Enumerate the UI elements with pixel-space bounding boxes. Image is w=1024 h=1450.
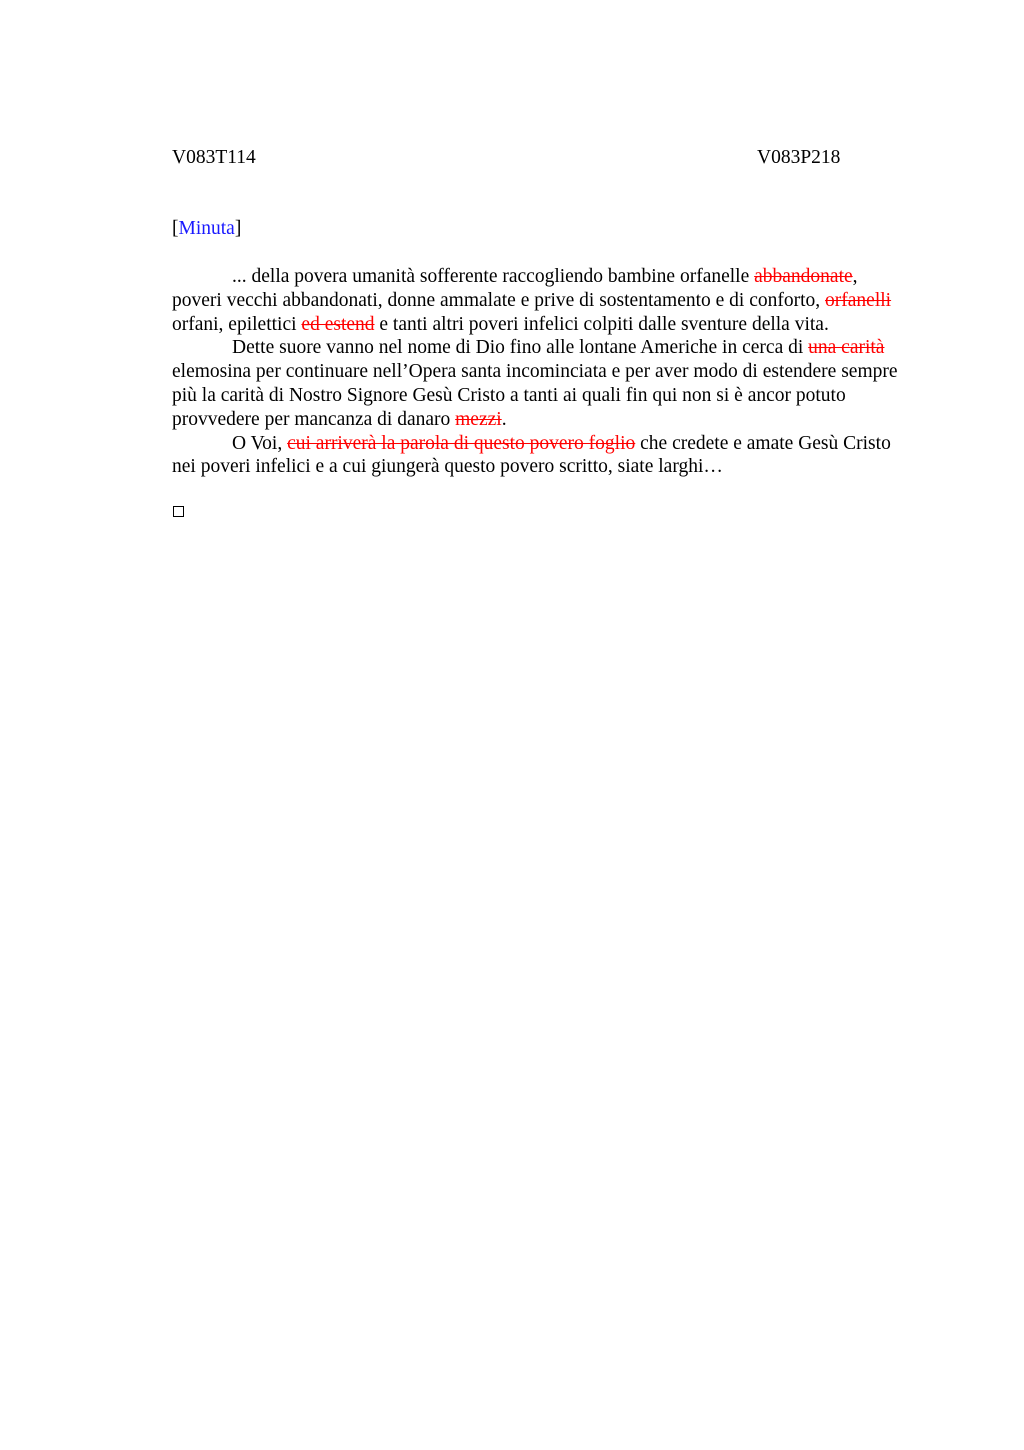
heading-open-bracket: [ [172, 218, 179, 239]
text-segment: Dette suore vanno nel nome di Dio fino alle lontane Americhe in cerca di [232, 337, 809, 359]
heading-close-bracket: ] [234, 218, 242, 239]
text-segment: ... della povera umanità sofferente raccogliendo bambine orfanelle [232, 266, 755, 287]
paragraph-2 [172, 336, 907, 431]
document-reference-right: V083P218 [757, 147, 841, 168]
section-heading [172, 217, 241, 241]
deleted-text-segment: mezzi [455, 408, 502, 430]
heading-label: Minuta [178, 218, 235, 239]
deleted-text-segment: orfanelli [825, 289, 892, 311]
deleted-text-segment: una carità [808, 337, 885, 359]
text-segment: , poveri vecchi abbandonati, donne ammalate e prive di sostentamento e di conforto, [172, 266, 858, 311]
end-marker-square-icon [173, 506, 184, 517]
text-segment: orfani, epilettici [172, 313, 302, 335]
paragraph-3 [172, 432, 907, 480]
text-segment: elemosina per continuare nell’Opera santa incominciata e per aver modo di estendere sempre più la carità di Nostro Signore Gesù Cristo a tanti ai quali fin qui non si è ancor potuto provvedere per mancanza di danaro [172, 361, 898, 430]
text-segment: . [501, 408, 507, 430]
paragraph-1 [172, 265, 907, 336]
document-reference-left: V083T114 [172, 147, 256, 168]
deleted-text-segment: cui arriverà la parola di questo povero foglio [287, 432, 636, 454]
transcription-body [172, 265, 907, 479]
deleted-text-segment: ed estend [301, 313, 375, 335]
text-segment: e tanti altri poveri infelici colpiti dalle sventure della vita. [374, 313, 829, 335]
text-segment: che credete e amate Gesù Cristo nei poveri infelici e a cui giungerà questo povero scritto, siate larghi… [172, 432, 891, 478]
deleted-text-segment: abbandonate [754, 266, 853, 287]
text-segment: O Voi, [232, 432, 288, 454]
